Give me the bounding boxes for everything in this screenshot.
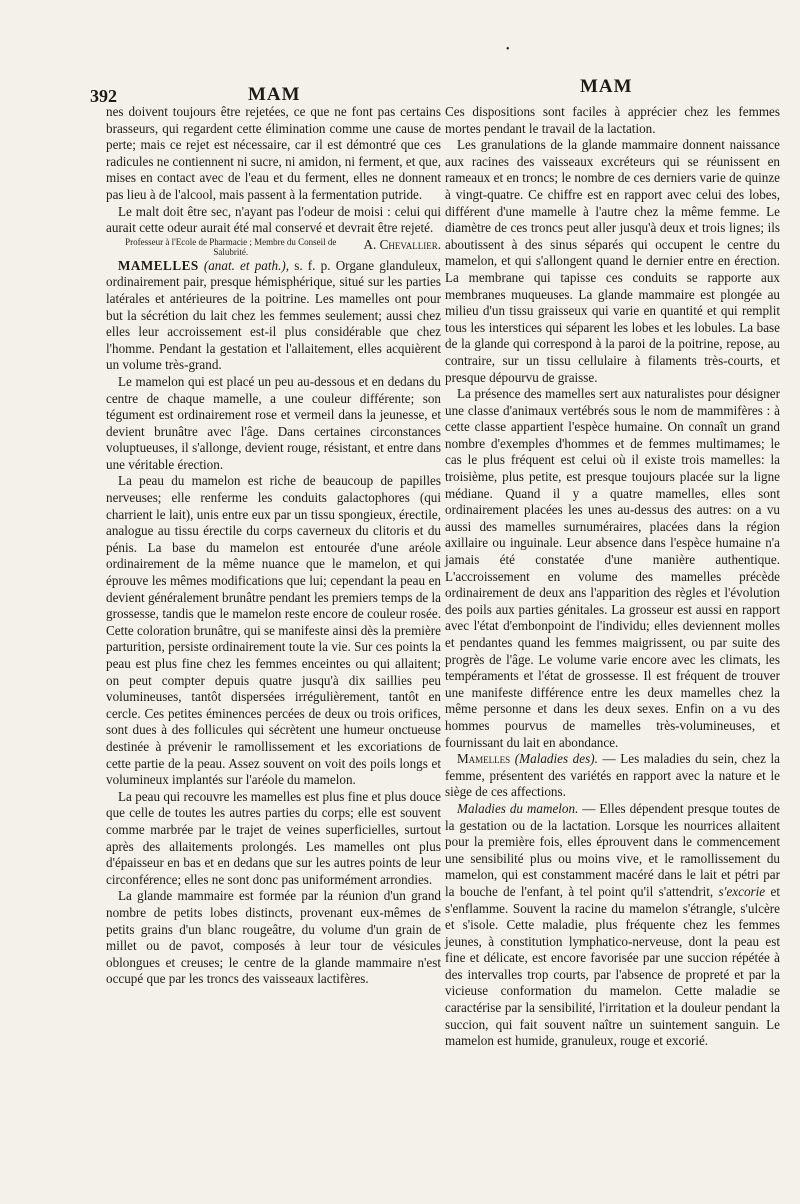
entry-paragraph [106, 258, 441, 374]
entry-subject: (anat. et path.), [203, 257, 290, 273]
subentry-text: et s'enflamme. Souvent la racine du mamelon s'étrangle, s'ulcère et s'isole. Cette maladie, plus fréquente chez les femmes jeunes, à constitution lymphatico-nerveuse, dont la peau est fine et délicate, est encore favorisée par une succion répétée à des intervalles trop courts, par l'absence de propreté et par la vicieuse conformation du mamelon. Cette maladie se caractérise par la sensibilité, l'irritation et la douleur pendant la succion, qui fait souvent naître un suintement sanguin. Le mamelon est humide, granuleux, rouge et excorié. [445, 883, 780, 1049]
paragraph: La glande mammaire est formée par la réunion d'un grand nombre de petits lobes distincts, provenant eux-mêmes de petits grains d'un blanc rougeâtre, du volume d'un grain de millet ou de pavot, composés à leur tour de vésicules oblongues et creuses; le centre de la glande mammaire n'est occupé que par les troncs des vaisseaux lactifères. [106, 888, 441, 987]
paragraph: La peau qui recouvre les mamelles est plus fine et plus douce que celle de toutes les autres parties du corps; elle est souvent comme marbrée par le trajet de veines superficielles, surtout après des allaitements prolongés. Les mamelles ont plus d'épaisseur en bas et en dedans que sur les autres points de leur circonférence; elles ne sont donc pas uniformément arrondies. [106, 788, 441, 887]
subentry-subject: (Maladies des). [514, 751, 598, 767]
author-note: Professeur à l'Ecole de Pharmacie ; Membre du Conseil de Salubrité. [125, 236, 337, 258]
entry-headword: MAMELLES [118, 257, 199, 273]
subentry-headword: Mamelles [457, 751, 511, 767]
subentry-heading: Maladies du mamelon. [457, 800, 579, 816]
paragraph: Ces dispositions sont faciles à apprécier chez les femmes mortes pendant le travail de la lactation. [445, 104, 780, 136]
subentry-paragraph [445, 801, 780, 1050]
paragraph: Le mamelon qui est placé un peu au-dessous et en dedans du centre de chaque mamelle, a une couleur différente; son tégument est ordinairement rose et vermeil dans la jeunesse, et devient brunâtre avec l'âge. Dans certaines circonstances voluptueuses, il s'allonge, devient rouge, résistant, et entre dans une véritable érection. [106, 373, 441, 472]
running-head-left: MAM [248, 84, 301, 105]
subentry-text: — Elles dépendent presque toutes de la gestation ou de la lactation. Lorsque les nourrices allaitent pour la première fois, elles éprouvent dans le commencement une sensibilité plus ou moins vive, et le ramollissement du mamelon, qui est constamment macéré dans le lait et pétri par la bouche de l'enfant, à tel point qu'il s'attendrit, [445, 800, 780, 899]
right-column [445, 104, 780, 1050]
paragraph: La peau du mamelon est riche de beaucoup de papilles nerveuses; elle renferme les conduits galactophores (qui charrient le lait), unis entre eux par un tissu spongieux, érectile, analogue au tissu érectile du corps caverneux du clitoris et du pénis. La base du mamelon est entourée d'une aréole ordinairement de la même nuance que le mamelon, et qui éprouve les mêmes modifications que lui; cependant la peau en devient généralement brunâtre pendant les premiers temps de la grossesse, tandis que le mamelon reste encore de couleur rosée. Cette coloration brunâtre, qui se manifeste ainsi dès la première parturition, persiste ordinairement toute la vie. Sur ces points la peau est plus fine chez les femmes enceintes ou qui allaitent; on peut compter depuis quatre jusqu'à dix saillies peu volumineuses, tantôt dispersées irrégulièrement, tantôt en cercle. Ces petites éminences percées de deux ou trois orifices, sont dues à des follicules qui sécrètent une humeur onctueuse destinée à prévenir le ramollissement et les excoriations de cette partie de la peau. Assez souvent on voit des poils longs et volumineux implantés sur l'aréole du mamelon. [106, 473, 441, 788]
entry-text: Organe glanduleux, ordinairement pair, presque hémisphérique, situé sur les parties latérales et antérieures de la poitrine. Les mamelles ont pour but la sécrétion du lait chez les femmes seulement; aussi chez elles leur accroissement est-il plus considérable que chez l'homme. Pendant la gestation et l'allaitement, elles acquièrent un volume très-grand. [106, 257, 441, 373]
subentry-paragraph [445, 751, 780, 801]
paragraph: La présence des mamelles sert aux naturalistes pour désigner une classe d'animaux vertébrés sous le nom de mammifères : à cette classe appartient l'espèce humaine. On connaît un grand nombre d'exemples d'hommes et de femmes multimames; le cas le plus fréquent est celui où il existe trois mamelles: la troisième, plus petite, est presque toujours placée sur la ligne médiane. Quand il y a quatre mamelles, elles sont ordinairement placées les unes au-dessus des autres: on a vu aussi des mamelles surnuméraires, placées dans la région axillaire ou inguinale. Leur absence dans l'espèce humaine n'a jamais été constatée d'une manière authentique. L'accroissement en volume des mamelles précède ordinairement de deux ans l'apparition des règles et l'évolution des poils aux parties génitales. La grosseur est aussi en rapport avec l'état d'embonpoint de l'individu; elles deviennent molles et pendantes quand les femmes maigrissent, ou par suite des progrès de l'âge. Le volume varie encore avec les climats, les tempéraments et l'état de grossesse. Il est fréquent de trouver une manifeste différence entre les deux mamelles chez la même personne et dans les deux sexes. Enfin on a vu des hommes pourvus de mamelles très-volumineuses, et fournissant du lait en abondance. [445, 386, 780, 750]
entry-grammar: s. f. p. [294, 257, 331, 273]
paragraph-text: Le malt doit être sec, n'ayant pas l'odeur de moisi : celui qui aurait cette odeur aurait été mal conservé et devrait être rejeté. [106, 203, 441, 236]
paragraph: Les granulations de la glande mammaire donnent naissance aux racines des vaisseaux excréteurs qui se réunissent en rameaux et en troncs; le nombre de ces derniers varie de quinze à vingt-quatre. Ce chiffre est en rapport avec celui des lobes, différent d'une mamelle à l'autre chez la même femme. Le diamètre de ces troncs peut aller jusqu'à deux et trois lignes; ils aboutissent à des sinus séparés qui occupent le centre du mamelon, et qui s'allongent quand le dernier entre en érection. La membrane qui tapisse ces conduits se rapporte aux membranes muqueuses. La glande mammaire est plongée au milieu d'un tissu graisseux qui varie en quantité et qui remplit tous les interstices qui séparent les lobes et les lobules. La base de la glande qui correspond à la paroi de la poitrine, repose, au contraire, sur un tissu cellulaire à filaments très-courts, et presque dépourvu de graisse. [445, 137, 780, 385]
author-signature: A. Chevallier. [363, 236, 441, 252]
left-column [106, 104, 441, 988]
subentry-text: — Les maladies du sein, chez la femme, présentent des variétés en rapport avec la nature et le siège de ces affections. [445, 751, 780, 800]
top-mark: • [506, 44, 510, 55]
page-number: 392 [90, 86, 117, 106]
italic-term: s'excorie [718, 883, 766, 899]
running-head-right: MAM [580, 76, 633, 97]
paragraph: nes doivent toujours être rejetées, ce que ne font pas certains brasseurs, qui regardent cette élimination comme une cause de perte; mais ce rejet est nécessaire, car il est démontré que ces radicules ne contiennent ni sucre, ni amidon, ni ferment, et que, mises en contact avec de l'eau et du ferment, elles ne donnent pas lieu à de l'alcool, mais passent à la fermentation putride. [106, 104, 441, 202]
